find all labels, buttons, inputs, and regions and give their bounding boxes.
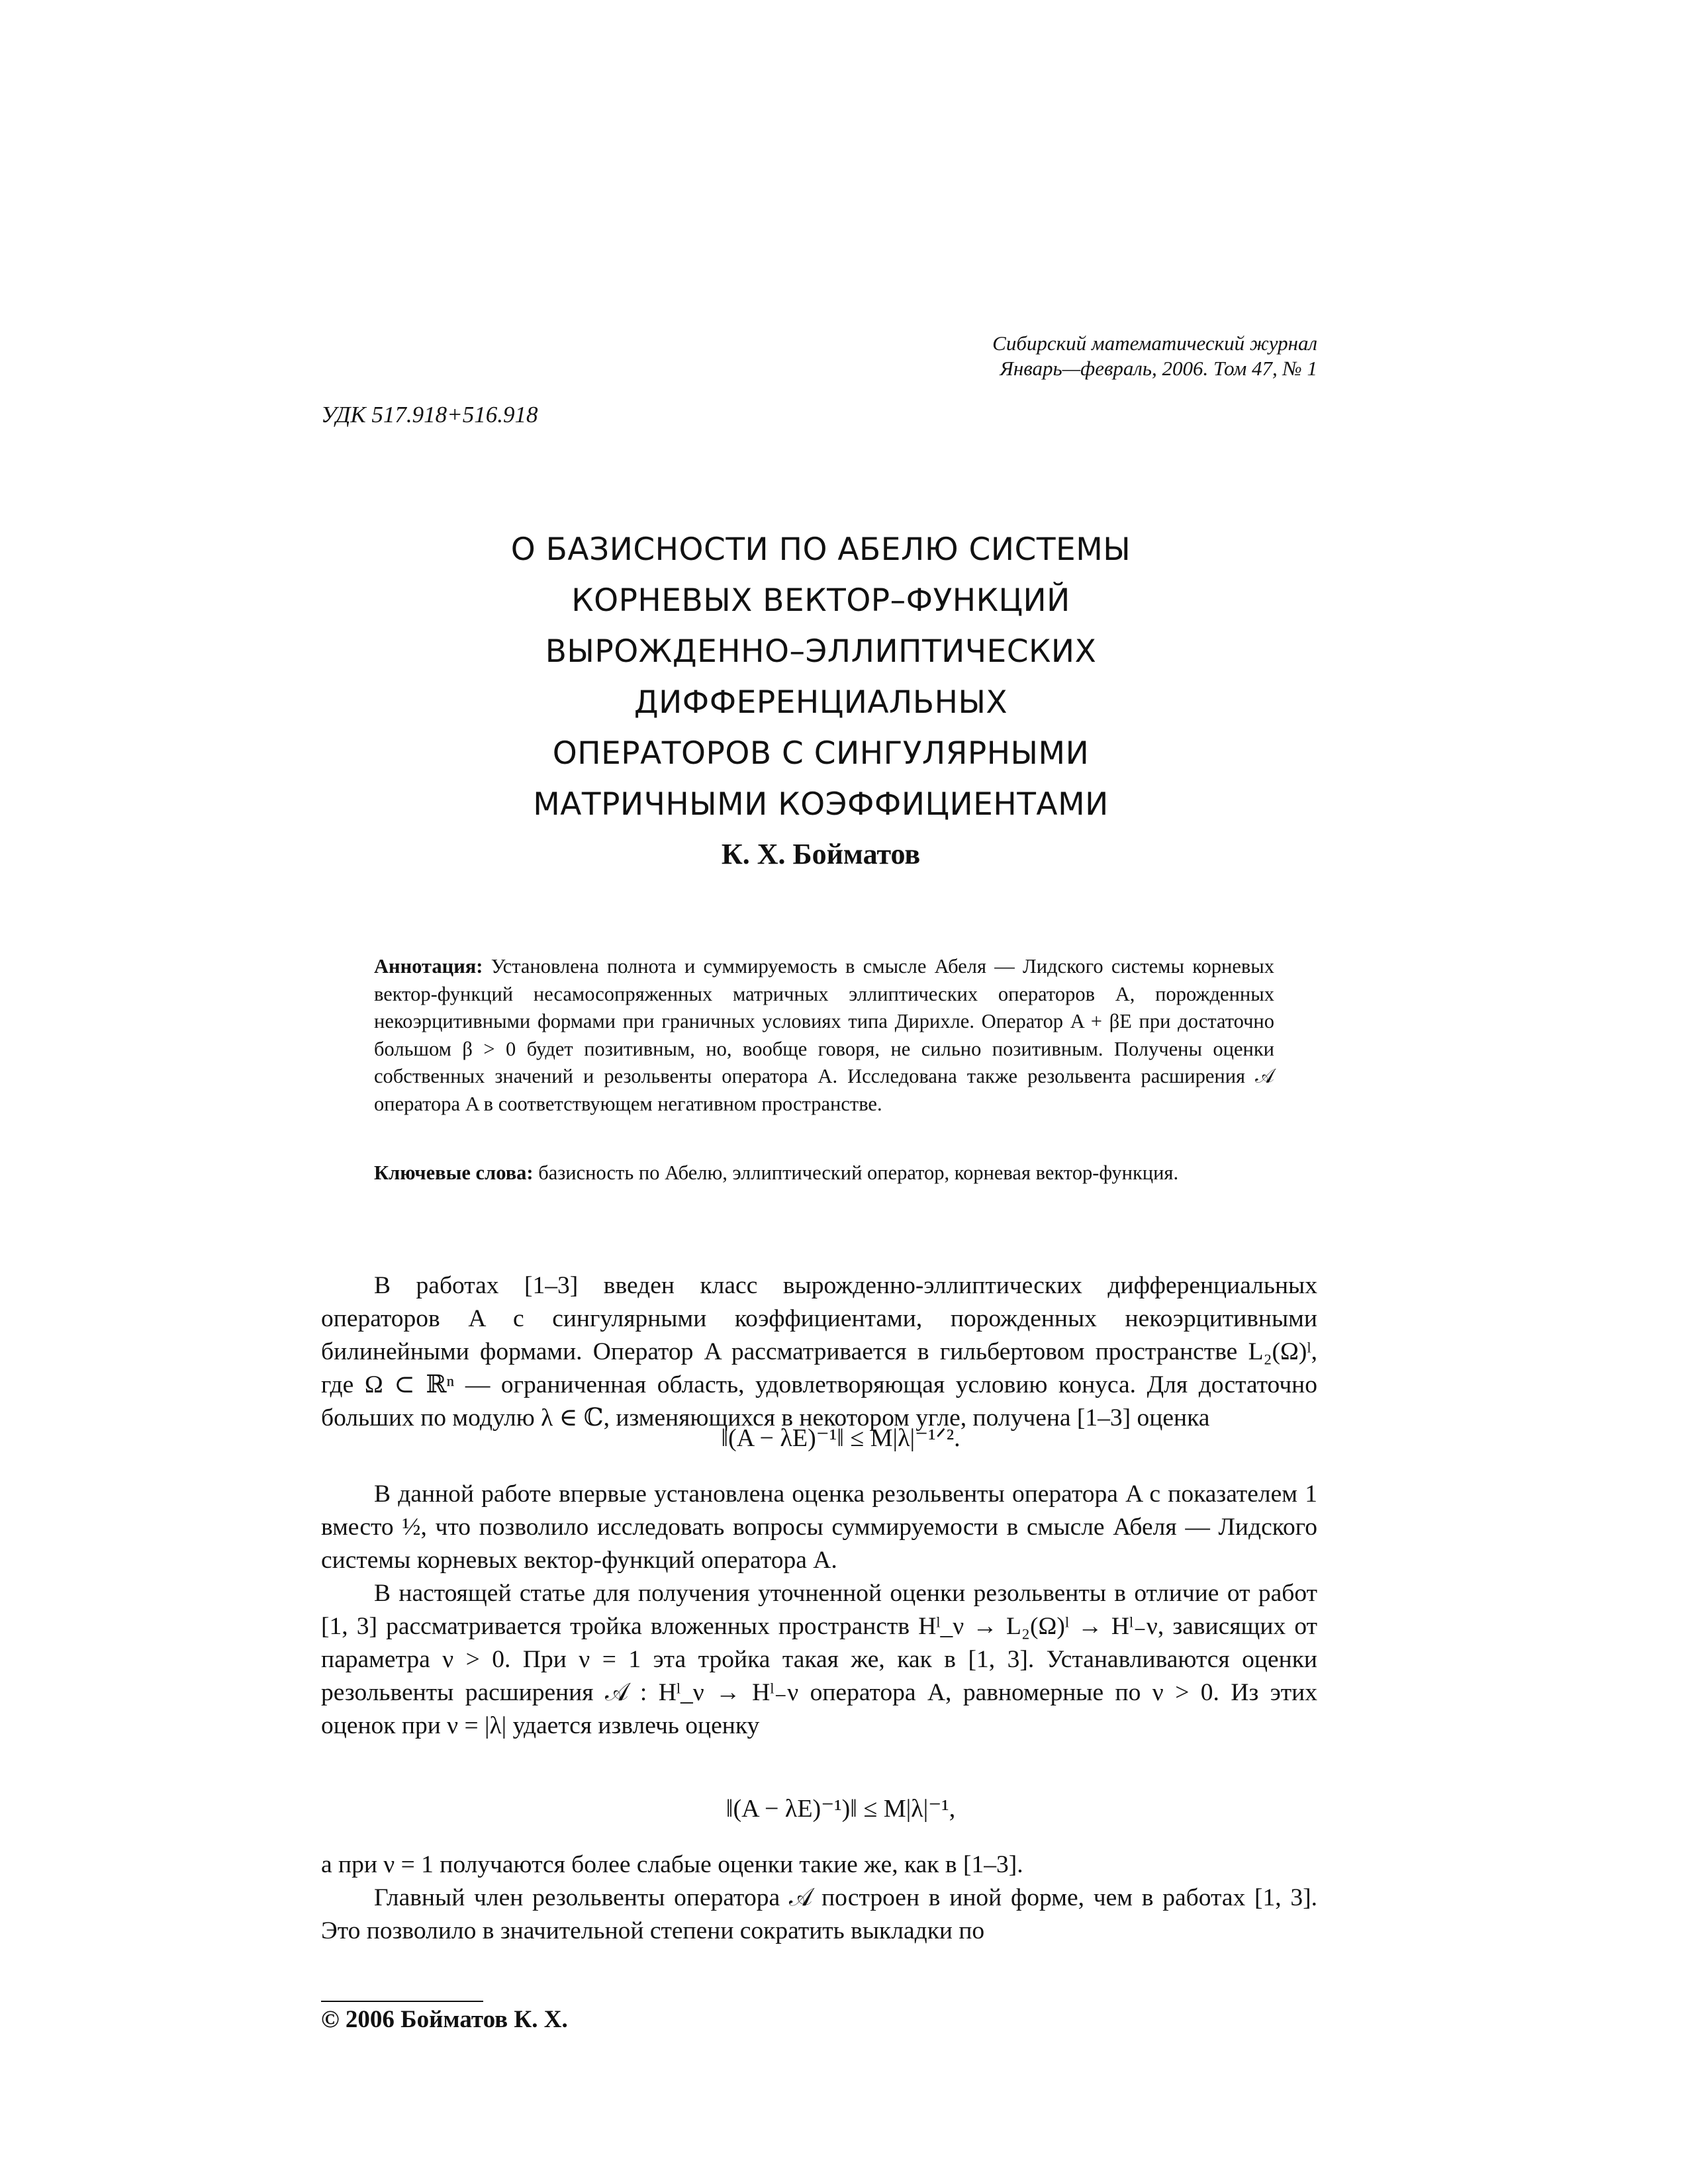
journal-name: Сибирский математический журнал — [992, 332, 1317, 355]
journal-header — [992, 331, 1317, 381]
copyright: © 2006 Бойматов К. Х. — [321, 2006, 568, 2033]
article-title — [387, 524, 1254, 830]
formula-1: ‖(A − λE)⁻¹‖ ≤ M|λ|⁻¹ᐟ². — [721, 1424, 961, 1452]
author: К. Х. Бойматов — [721, 838, 921, 870]
title-line: МАТРИЧНЫМИ КОЭФФИЦИЕНТАМИ — [533, 786, 1109, 823]
keywords — [374, 1160, 1274, 1187]
udk-code: УДК 517.918+516.918 — [321, 402, 538, 428]
abstract-text: Установлена полнота и суммируемость в смысле Абеля — Лидского системы корневых вектор-функций несамосопряженных матричных эллиптических операторов A, порожденных некоэрцитивными формами при граничных условиях типа Дирихле. Оператор A + βE при достаточно большом β > 0 будет позитивным, но, вообще говоря, не сильно позитивным. Получены оценки собственных значений и резольвенты оператора A. Исследована также резольвента расширения 𝒜 оператора A в соответствующем негативном пространстве. — [374, 955, 1275, 1115]
paragraph-3: В настоящей статье для получения уточненной оценки резольвенты в отличие от работ [1, 3] рассматривается тройка вложенных пространств Hˡ_ν → L₂(Ω)ˡ → Hˡ₋ν, зависящих от параметра ν > 0. При ν = 1 эта тройка такая же, как в [1, 3]. Устанавливаются оценки резольвенты расширения 𝒜 : Hˡ_ν → Hˡ₋ν оператора A, равномерные по ν > 0. Из этих оценок при ν = |λ| удается извлечь оценку — [321, 1580, 1317, 1739]
paragraph-4: а при ν = 1 получаются более слабые оценки такие же, как в [1–3]. — [321, 1851, 1023, 1878]
keywords-text: базисность по Абелю, эллиптический оператор, корневая вектор-функция. — [538, 1161, 1179, 1184]
title-line: ВЫРОЖДЕННО–ЭЛЛИПТИЧЕСКИХ — [545, 633, 1097, 670]
paragraph-2: В данной работе впервые установлена оценка резольвенты оператора A с показателем 1 вместо ½, что позволило исследовать вопросы суммируемости в смысле Абеля — Лидского системы корневых вектор-функций оператора A. — [321, 1480, 1317, 1574]
formula-2: ‖(A − λE)⁻¹)‖ ≤ M|λ|⁻¹, — [726, 1795, 956, 1823]
keywords-label: Ключевые слова: — [374, 1161, 534, 1184]
paragraph-5: Главный член резольвенты оператора 𝒜 построен в иной форме, чем в работах [1, 3]. Это позволило в значительной степени сократить выкладки по — [321, 1884, 1317, 1944]
title-line: ОПЕРАТОРОВ С СИНГУЛЯРНЫМИ — [552, 735, 1090, 772]
paragraph-1: В работах [1–3] введен класс вырожденно-эллиптических дифференциальных операторов A с сингулярными коэффициентами, порожденных некоэрцитивными билинейными формами. Оператор A рассматривается в гильбертовом пространстве L₂(Ω)ˡ, где Ω ⊂ ℝⁿ — ограниченная область, удовлетворяющая условию конуса. Для достаточно больших по модулю λ ∈ ℂ, изменяющихся в некотором угле, получена [1–3] оценка — [321, 1272, 1317, 1432]
footnote-rule — [321, 2001, 483, 2002]
abstract — [374, 953, 1274, 1118]
title-line: КОРНЕВЫХ ВЕКТОР–ФУНКЦИЙ — [571, 582, 1070, 619]
title-line: ДИФФЕРЕНЦИАЛЬНЫХ — [633, 684, 1008, 721]
abstract-label: Аннотация: — [374, 955, 483, 978]
title-line: О БАЗИСНОСТИ ПО АБЕЛЮ СИСТЕМЫ — [510, 531, 1131, 568]
journal-issue: Январь—февраль, 2006. Том 47, № 1 — [1000, 357, 1317, 380]
